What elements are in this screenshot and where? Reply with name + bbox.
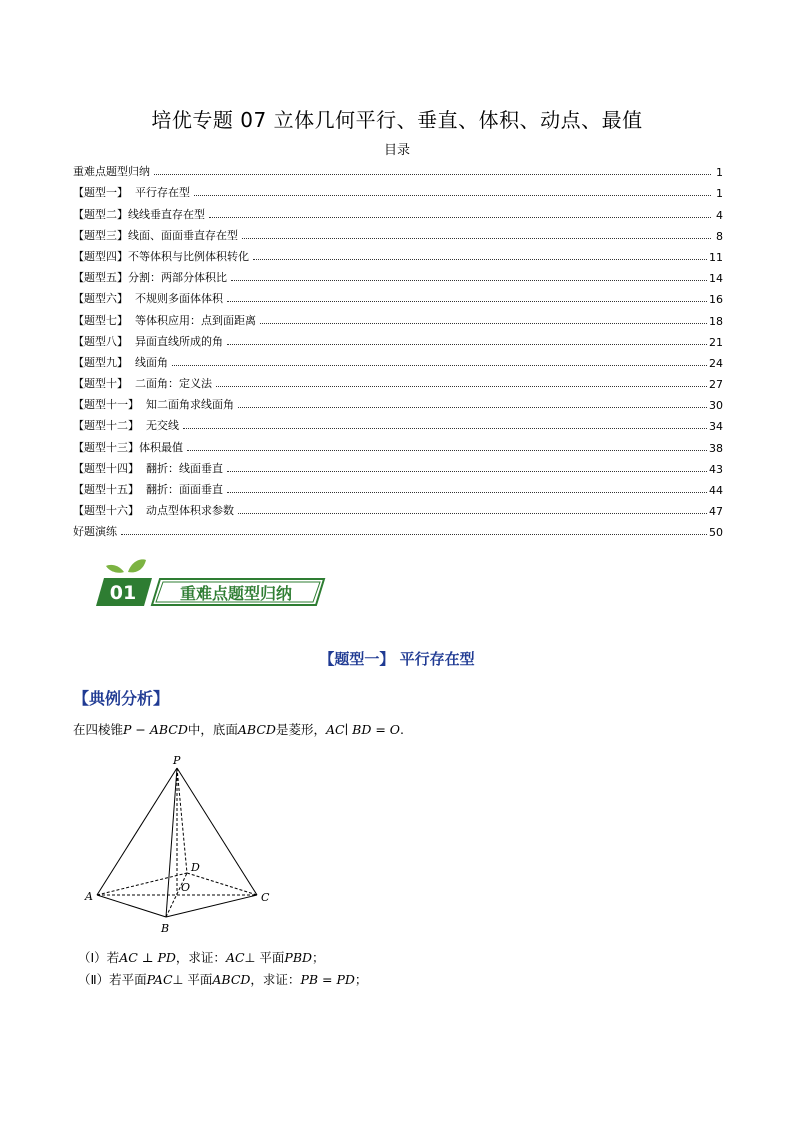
toc-leader-dots (227, 491, 707, 493)
toc-entry-page: 34 (709, 420, 723, 434)
badge-label: 重难点题型归纳 (179, 584, 293, 603)
edge-PA (97, 768, 177, 895)
q1-text-2: ，求证： (175, 950, 226, 965)
toc-entry-page: 27 (709, 378, 723, 392)
edge-AD (97, 873, 187, 895)
toc-leader-dots (187, 449, 707, 451)
toc-entry-label: 重难点题型归纳 (73, 165, 150, 179)
toc-entry-label: 【题型十三】体积最值 (73, 440, 183, 454)
toc-entry-page: 16 (709, 293, 723, 307)
toc-entry-label: 【题型十六】 动点型体积求参数 (73, 504, 234, 518)
toc-entry-label: 【题型九】 线面角 (73, 355, 168, 369)
edge-BC (166, 895, 257, 917)
toc-entry-page: 50 (709, 526, 723, 540)
toc-leader-dots (194, 194, 711, 196)
q2-text-3: ，求证： (250, 972, 301, 987)
label-D: D (191, 861, 200, 874)
edge-DC (187, 873, 257, 895)
example-heading: 【典例分析】 (73, 689, 170, 708)
toc-entry[interactable] (73, 412, 723, 433)
q2-math-1: PAC (146, 972, 173, 987)
problem-math-3: AC∣ BD = O (325, 722, 401, 737)
toc-leader-dots (121, 533, 707, 535)
section-heading: 【题型一】 平行存在型 (319, 650, 475, 668)
toc-entry[interactable] (73, 243, 723, 264)
toc-leader-dots (183, 427, 707, 429)
toc-entry-page: 8 (716, 229, 723, 243)
toc-heading: 目录 (383, 143, 410, 158)
label-A: A (85, 890, 93, 903)
toc-leader-dots (238, 406, 707, 408)
leaf-icon (106, 559, 146, 572)
toc-entry-label: 好题演练 (73, 525, 117, 539)
toc-entry[interactable] (73, 455, 723, 476)
toc-entry[interactable] (73, 370, 723, 391)
toc-leader-dots (216, 385, 707, 387)
section-badge (90, 558, 330, 608)
toc-entry-page: 47 (709, 505, 723, 519)
toc-entry-label: 【题型四】不等体积与比例体积转化 (73, 249, 249, 263)
question-2 (78, 970, 367, 988)
q2-math-3: PB = PD (300, 972, 355, 987)
toc-entry-label: 【题型十五】 翻折：面面垂直 (73, 483, 223, 496)
toc-leader-dots (227, 300, 707, 302)
document-title: 培优专题 07 立体几何平行、垂直、体积、动点、最值 (151, 108, 643, 132)
toc-entry-label: 【题型十四】 翻折：线面垂直 (73, 461, 223, 475)
label-C: C (261, 891, 270, 904)
toc-entry-page: 4 (716, 208, 723, 222)
toc-entry-page: 44 (709, 484, 723, 497)
toc-leader-dots (231, 279, 707, 281)
toc-entry[interactable] (73, 476, 723, 497)
toc-entry[interactable] (73, 433, 723, 454)
problem-text-1: 在四棱锥 (73, 722, 124, 737)
toc-entry-label: 【题型五】分割：两部分体积比 (73, 271, 227, 285)
pyramid-figure (80, 750, 280, 940)
toc-entry[interactable] (73, 349, 723, 370)
label-O: O (181, 881, 191, 894)
toc-entry-page: 38 (709, 441, 723, 455)
edge-AB (97, 895, 166, 917)
toc-leader-dots (227, 470, 707, 472)
badge-graphic (90, 558, 330, 608)
toc-leader-dots (154, 173, 711, 175)
q1-text-4: ； (312, 950, 325, 965)
toc-entry-label: 【题型一】 平行存在型 (73, 186, 190, 200)
q2-text-2: ⊥ 平面 (172, 972, 213, 987)
q2-text-1: （Ⅱ）若平面 (78, 972, 147, 987)
toc-entry[interactable] (73, 285, 723, 306)
q1-math-2: AC (225, 950, 245, 965)
toc-entry-label: 【题型八】 异面直线所成的角 (73, 334, 223, 348)
problem-text-4: . (400, 722, 405, 737)
table-of-contents (73, 158, 723, 539)
toc-leader-dots (209, 216, 711, 218)
q2-math-2: ABCD (212, 972, 251, 987)
problem-statement (73, 720, 404, 738)
toc-leader-dots (227, 343, 707, 345)
q1-text-3: ⊥ 平面 (244, 950, 285, 965)
pyramid-diagram (80, 750, 280, 940)
toc-entry[interactable] (73, 306, 723, 327)
toc-entry[interactable] (73, 179, 723, 200)
question-1 (78, 948, 325, 966)
toc-entry[interactable] (73, 264, 723, 285)
edge-PD (177, 768, 187, 873)
badge-number: 01 (109, 582, 137, 604)
toc-leader-dots (172, 364, 707, 366)
toc-entry-label: 【题型二】线线垂直存在型 (73, 207, 205, 221)
toc-entry[interactable] (73, 222, 723, 243)
toc-entry-label: 【题型七】 等体积应用：点到面距离 (73, 313, 256, 327)
toc-entry[interactable] (73, 518, 723, 539)
toc-entry-page: 43 (709, 462, 723, 476)
toc-entry-label: 【题型十一】 知二面角求线面角 (73, 398, 234, 412)
toc-entry-label: 【题型十】 二面角：定义法 (73, 377, 212, 391)
toc-entry[interactable] (73, 497, 723, 518)
toc-entry-page: 1 (716, 187, 723, 201)
toc-leader-dots (238, 512, 707, 514)
toc-entry-page: 24 (709, 356, 723, 370)
toc-leader-dots (253, 258, 707, 260)
toc-entry-label: 【题型三】线面、面面垂直存在型 (73, 228, 238, 242)
q2-text-4: ； (354, 972, 368, 987)
q1-math-1: AC ⊥ PD (119, 950, 176, 965)
toc-entry[interactable] (73, 200, 723, 221)
toc-entry-page: 21 (709, 335, 723, 349)
toc-entry-page: 30 (709, 399, 723, 413)
edge-PC (177, 768, 257, 895)
problem-math-1: P − ABCD (123, 722, 188, 737)
toc-entry[interactable] (73, 328, 723, 349)
problem-text-2: 中，底面 (187, 722, 238, 737)
toc-entry-label: 【题型十二】 无交线 (73, 419, 179, 433)
problem-math-2: ABCD (237, 722, 276, 737)
toc-entry-page: 14 (709, 272, 723, 286)
toc-leader-dots (242, 237, 711, 239)
toc-leader-dots (260, 322, 707, 324)
toc-entry[interactable] (73, 391, 723, 412)
q1-math-3: PBD (284, 950, 313, 965)
label-B: B (161, 922, 170, 935)
toc-entry-page: 1 (716, 166, 723, 180)
label-P: P (173, 754, 181, 767)
problem-text-3: 是菱形， (275, 722, 326, 737)
q1-text-1: （Ⅰ）若 (78, 950, 120, 965)
toc-entry-label: 【题型六】 不规则多面体体积 (73, 292, 223, 306)
toc-entry-page: 11 (709, 250, 723, 264)
toc-entry[interactable] (73, 158, 723, 179)
toc-entry-page: 18 (709, 314, 723, 328)
